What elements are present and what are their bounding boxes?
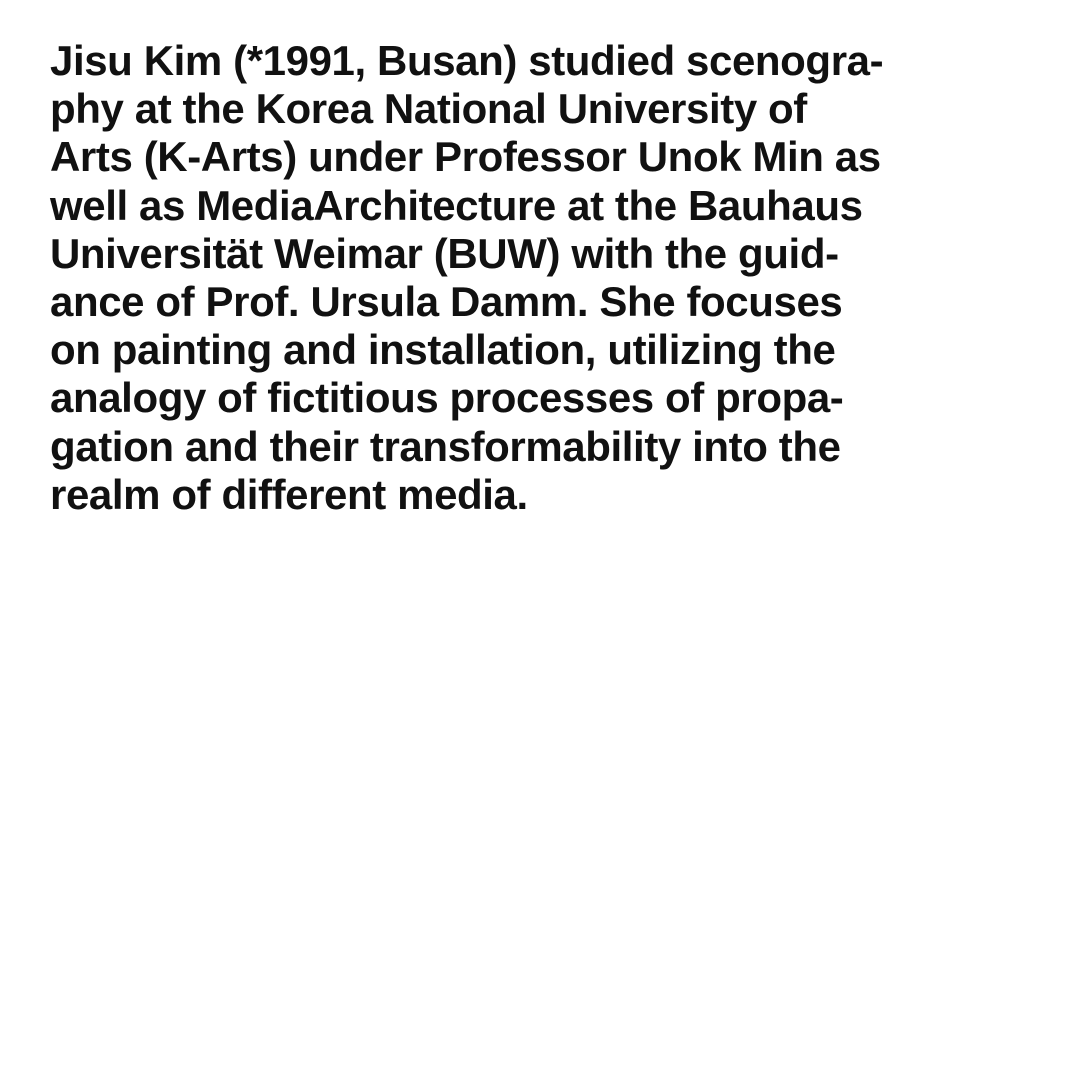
bio-line: well as MediaArchitecture at the Bauhaus (50, 181, 863, 229)
bio-line: Jisu Kim (*1991, Busan) studied scenogra- (50, 37, 884, 84)
bio-line: realm of different media. (50, 470, 528, 518)
bio-line: gation and their transformability into the (50, 422, 841, 470)
bio-line: Universität Weimar (BUW) with the guid- (50, 229, 839, 277)
bio-paragraph (50, 37, 1040, 519)
bio-line: analogy of fictitious processes of propa- (50, 374, 844, 422)
bio-line: phy at the Korea National University of (50, 85, 807, 133)
bio-line: Arts (K-Arts) under Professor Unok Min as (50, 133, 881, 181)
bio-line: ance of Prof. Ursula Damm. She focuses (50, 278, 843, 326)
bio-line: on painting and installation, utilizing the (50, 326, 836, 374)
